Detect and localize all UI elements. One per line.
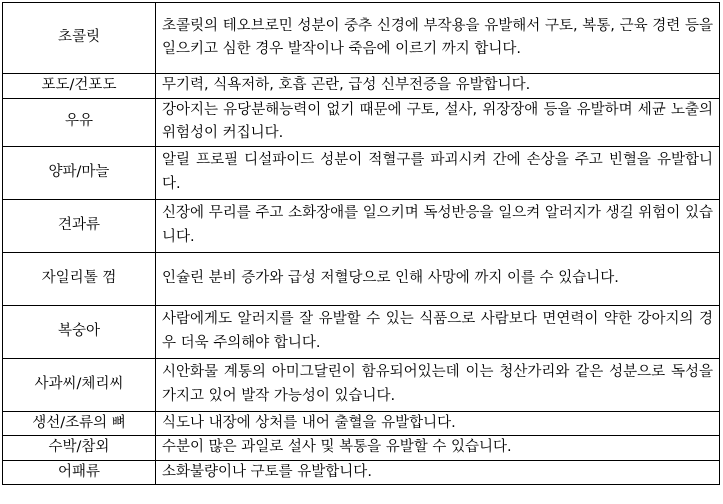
food-name-cell: 견과류	[3, 199, 156, 252]
table-row	[3, 98, 720, 146]
food-name-cell: 수박/참외	[3, 436, 156, 461]
food-name-cell: 우유	[3, 98, 156, 146]
table-row	[3, 460, 720, 485]
food-name-cell: 초콜릿	[3, 3, 156, 74]
table-row	[3, 3, 720, 74]
food-name-cell: 포도/건포도	[3, 74, 156, 99]
food-name-cell: 복숭아	[3, 305, 156, 358]
food-description-cell: 식도나 내장에 상처를 내어 출혈을 유발합니다.	[156, 411, 720, 436]
table-row	[3, 146, 720, 199]
food-description-cell: 강아지는 유당분해능력이 없기 때문에 구토, 설사, 위장장애 등을 유발하며 세균 노출의 위험성이 커집니다.	[156, 98, 720, 146]
food-name-cell: 자일리톨 껌	[3, 252, 156, 305]
food-name-cell: 어패류	[3, 460, 156, 485]
table-row	[3, 305, 720, 358]
food-name-cell: 사과씨/체리씨	[3, 358, 156, 411]
food-description-cell: 초콜릿의 테오브로민 성분이 중추 신경에 부작용을 유발해서 구토, 복통, 근육 경련 등을 일으키고 심한 경우 발작이나 죽음에 이르기 까지 합니다.	[156, 3, 720, 74]
table-row	[3, 199, 720, 252]
dangerous-foods-table	[2, 2, 720, 485]
food-description-cell: 무기력, 식욕저하, 호흡 곤란, 급성 신부전증을 유발합니다.	[156, 74, 720, 99]
food-description-cell: 시안화물 계통의 아미그달린이 함유되어있는데 이는 청산가리와 같은 성분으로 독성을 가지고 있어 발작 가능성이 있습니다.	[156, 358, 720, 411]
food-name-cell: 양파/마늘	[3, 146, 156, 199]
table-row	[3, 436, 720, 461]
food-description-cell: 수분이 많은 과일로 설사 및 복통을 유발할 수 있습니다.	[156, 436, 720, 461]
table-row	[3, 74, 720, 99]
food-name-cell: 생선/조류의 뼈	[3, 411, 156, 436]
food-description-cell: 소화불량이나 구토를 유발합니다.	[156, 460, 720, 485]
table-row	[3, 252, 720, 305]
table-row	[3, 411, 720, 436]
table-row	[3, 358, 720, 411]
food-description-cell: 사람에게도 알러지를 잘 유발할 수 있는 식품으로 사람보다 면연력이 약한 강아지의 경우 더욱 주의해야 합니다.	[156, 305, 720, 358]
food-description-cell: 알릴 프로필 디설파이드 성분이 적혈구를 파괴시켜 간에 손상을 주고 빈혈을 유발합니다.	[156, 146, 720, 199]
food-description-cell: 인슐린 분비 증가와 급성 저혈당으로 인해 사망에 까지 이를 수 있습니다.	[156, 252, 720, 305]
food-description-cell: 신장에 무리를 주고 소화장애를 일으키며 독성반응을 일으켜 알러지가 생길 위험이 있습니다.	[156, 199, 720, 252]
